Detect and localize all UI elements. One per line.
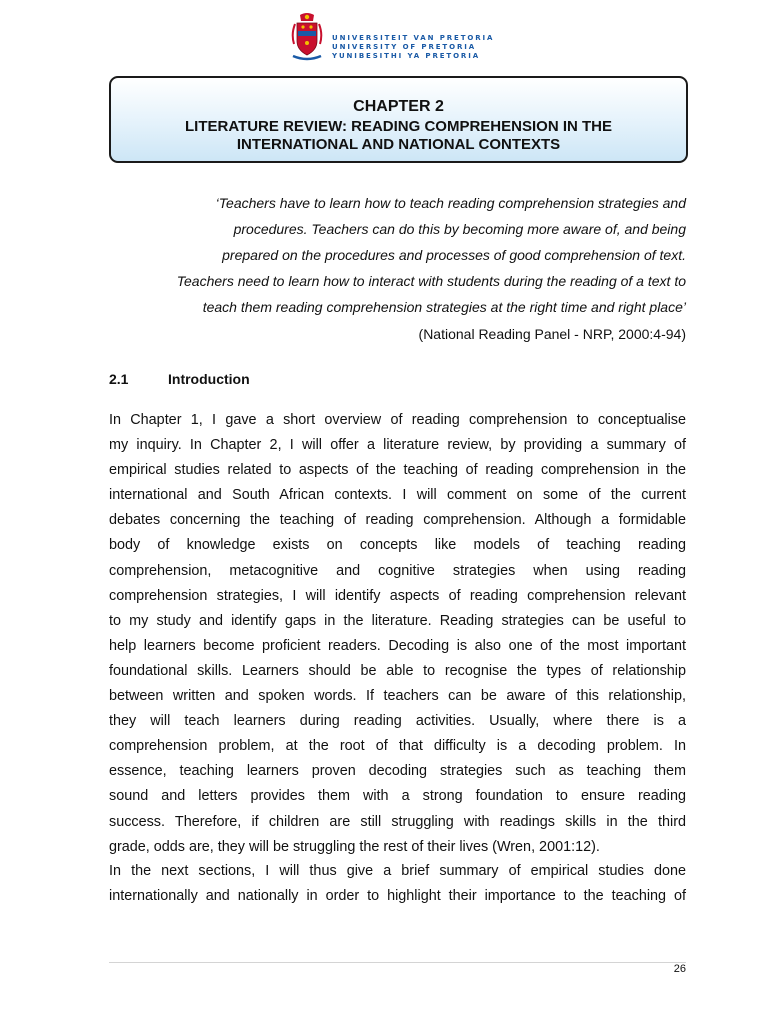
paragraph-line: comprehension strategies, I will identify aspects of reading comprehension relevant <box>109 587 686 604</box>
paragraph-line: sound and letters provides them with a strong foundation to ensure reading <box>109 788 686 805</box>
university-name-sepedi: YUNIBESITHI YA PRETORIA <box>332 52 481 60</box>
paragraph-line: internationally and nationally in order to highlight their importance to the teaching of <box>109 888 686 905</box>
body-paragraph-2 <box>109 859 686 909</box>
paragraph-line: international and South African contexts. I will comment on some of the current <box>109 487 686 504</box>
university-crest-icon <box>290 12 324 62</box>
university-name-afrikaans: UNIVERSITEIT VAN PRETORIA <box>332 34 495 42</box>
epigraph-line: ‘Teachers have to learn how to teach reading comprehension strategies and <box>215 195 686 211</box>
paragraph-line: between written and spoken words. If teachers can be aware of this relationship, <box>109 688 686 705</box>
paragraph-line: help learners become proficient readers. Decoding is also one of the most important <box>109 637 686 654</box>
epigraph-line: prepared on the procedures and processes of good comprehension of text. <box>222 247 686 263</box>
paragraph-line: foundational skills. Learners should be able to recognise the types of relationship <box>109 662 686 679</box>
paragraph-line: to my study and identify gaps in the literature. Reading strategies can be useful to <box>109 612 686 629</box>
paragraph-line: they will teach learners during reading activities. Usually, where there is a <box>109 713 686 730</box>
paragraph-line: my inquiry. In Chapter 2, I will offer a literature review, by providing a summary of <box>109 437 686 454</box>
paragraph-line: empirical studies related to aspects of the teaching of reading comprehension in the <box>109 462 686 479</box>
chapter-title-box <box>109 76 688 163</box>
epigraph-line: Teachers need to learn how to interact with students during the reading of a text to <box>176 273 686 289</box>
chapter-number: CHAPTER 2 <box>353 98 444 115</box>
chapter-title-line: INTERNATIONAL AND NATIONAL CONTEXTS <box>236 136 561 153</box>
chapter-title <box>111 118 686 154</box>
university-name <box>332 34 494 61</box>
epigraph-line: teach them reading comprehension strategies at the right time and right place’ <box>202 299 686 315</box>
paragraph-line: essence, teaching learners proven decoding strategies such as teaching them <box>109 763 686 780</box>
epigraph-citation: (National Reading Panel - NRP, 2000:4-94) <box>418 326 686 342</box>
paragraph-line: comprehension problem, at the root of that difficulty is a decoding problem. In <box>109 738 686 755</box>
body-paragraph-1 <box>109 408 686 860</box>
paragraph-line: In the next sections, I will thus give a brief summary of empirical studies done <box>109 863 686 879</box>
paragraph-line: debates concerning the teaching of reading comprehension. Although a formidable <box>109 512 686 529</box>
paragraph-line: success. Therefore, if children are still struggling with readings skills in the third <box>109 813 686 830</box>
paragraph-line: grade, odds are, they will be struggling the rest of their lives (Wren, 2001:12). <box>109 838 600 855</box>
paragraph-line: comprehension, metacognitive and cognitive strategies when using reading <box>109 562 686 579</box>
paragraph-line: In Chapter 1, I gave a short overview of reading comprehension to conceptualise <box>109 412 686 428</box>
epigraph-line: procedures. Teachers can do this by becoming more aware of, and being <box>233 221 686 237</box>
epigraph-quote <box>100 190 686 347</box>
chapter-title-line: LITERATURE REVIEW: READING COMPREHENSION IN THE <box>185 118 612 135</box>
page-number: 26 <box>673 963 686 975</box>
university-name-english: UNIVERSITY OF PRETORIA <box>332 43 477 51</box>
section-number: 2.1 <box>109 371 129 387</box>
footer-divider <box>109 962 686 963</box>
university-logo <box>290 12 495 62</box>
section-title: Introduction <box>168 371 250 387</box>
paragraph-line: body of knowledge exists on concepts like models of teaching reading <box>109 537 686 554</box>
